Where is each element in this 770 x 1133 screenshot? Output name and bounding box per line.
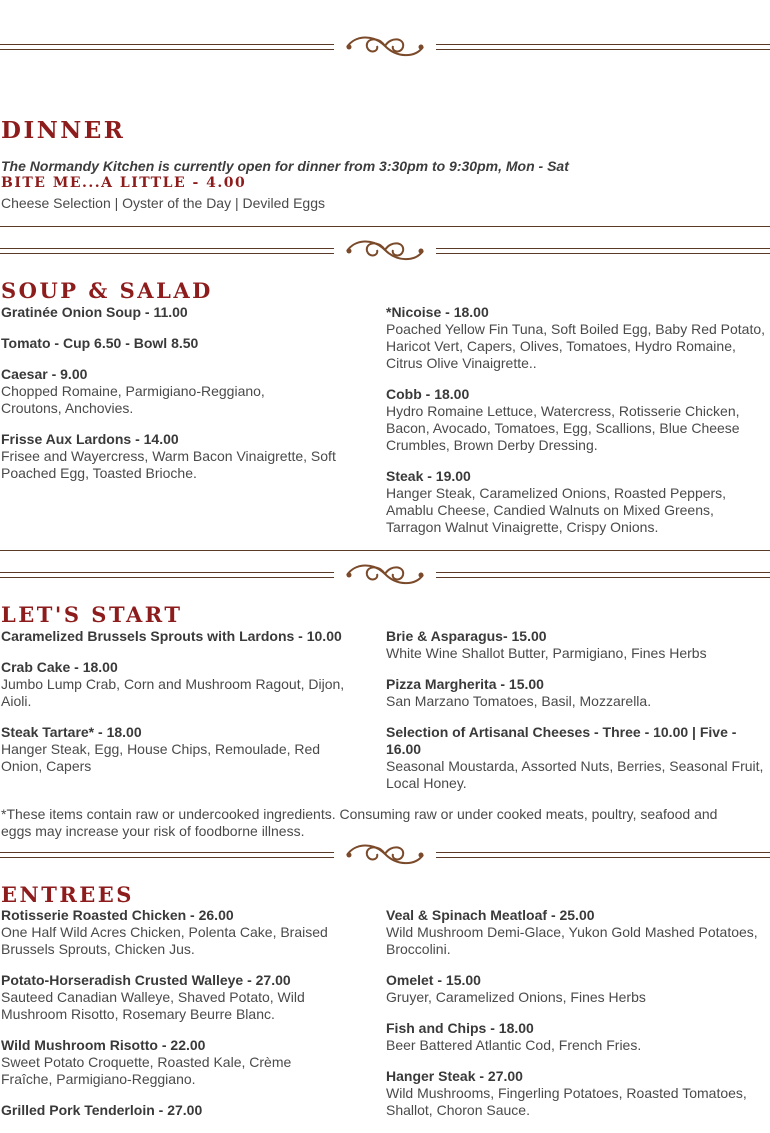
menu-item [386, 724, 769, 792]
dinner-heading: DINNER [1, 117, 126, 144]
menu-item-description: Hanger Steak, Egg, House Chips, Remoulade, Red Onion, Capers [1, 741, 321, 774]
menu-item-name: Potato-Horseradish Crusted Walleye - 27.00 [1, 972, 291, 988]
menu-item [386, 304, 769, 372]
menu-item-description: White Wine Shallot Butter, Parmigiano, Fines Herbs [386, 645, 707, 661]
menu-item [1, 907, 356, 958]
horizontal-rule [0, 226, 770, 227]
menu-item [1, 628, 356, 645]
menu-item-description: Seasonal Moustarda, Assorted Nuts, Berries, Seasonal Fruit, Local Honey. [386, 758, 764, 791]
menu-item-name: Grilled Pork Tenderloin - 27.00 [1, 1102, 203, 1118]
flourish-ornament-icon [343, 30, 427, 64]
menu-item [1, 431, 356, 482]
menu-item-description: Wild Mushroom Demi-Glace, Yukon Gold Mashed Potatoes, Broccolini. [386, 924, 758, 957]
entrees-heading: ENTREES [1, 882, 134, 907]
menu-item-name: Steak Tartare* - 18.00 [1, 724, 142, 740]
menu-item [386, 628, 769, 662]
section-divider [0, 30, 770, 66]
entrees-right-column [386, 907, 769, 1133]
menu-item-description: Sauteed Canadian Walleye, Shaved Potato, Wild Mushroom Risotto, Rosemary Beurre Blanc. [1, 989, 305, 1022]
menu-item-name: Gratinée Onion Soup - 11.00 [1, 304, 188, 320]
soup-salad-heading: SOUP & SALAD [1, 278, 213, 303]
menu-item [1, 972, 356, 1023]
horizontal-rule [0, 550, 770, 551]
menu-item-name: Hanger Steak - 27.00 [386, 1068, 523, 1084]
menu-item-name: Pizza Margherita - 15.00 [386, 676, 544, 692]
menu-item [386, 972, 769, 1006]
menu-item-description: Chopped Romaine, Parmigiano-Reggiano, Croutons, Anchovies. [1, 383, 265, 416]
menu-item-description: Frisee and Wayercress, Warm Bacon Vinaigrette, Soft Poached Egg, Toasted Brioche. [1, 448, 336, 481]
menu-item [1, 659, 356, 710]
lets-start-left-column [1, 628, 356, 789]
menu-item [386, 907, 769, 958]
flourish-ornament-icon [343, 838, 427, 872]
menu-item-name: Caramelized Brussels Sprouts with Lardons - 10.00 [1, 628, 342, 644]
menu-item-description: Gruyer, Caramelized Onions, Fines Herbs [386, 989, 646, 1005]
menu-item-name: Caesar - 9.00 [1, 366, 88, 382]
menu-item-description: Poached Yellow Fin Tuna, Soft Boiled Egg, Baby Red Potato, Haricot Vert, Capers, Olives, Tomatoes, Hydro Romaine, Citrus Olive Vinaigrette.. [386, 321, 766, 371]
menu-item-name: Steak - 19.00 [386, 468, 471, 484]
soup-salad-right-column [386, 304, 769, 550]
menu-item [386, 1068, 769, 1119]
lets-start-right-column [386, 628, 769, 806]
menu-item [1, 1037, 356, 1088]
menu-item-description: Jumbo Lump Crab, Corn and Mushroom Ragout, Dijon, Aioli. [1, 676, 345, 709]
menu-item-name: Omelet - 15.00 [386, 972, 481, 988]
menu-item-description: Wild Mushrooms, Fingerling Potatoes, Roasted Tomatoes, Shallot, Choron Sauce. [386, 1085, 747, 1118]
section-divider [0, 558, 770, 594]
menu-item-name: Tomato - Cup 6.50 - Bowl 8.50 [1, 335, 199, 351]
lets-start-heading: LET'S START [1, 602, 183, 627]
menu-item [386, 676, 769, 710]
menu-item-name: Frisse Aux Lardons - 14.00 [1, 431, 179, 447]
section-divider [0, 234, 770, 270]
menu-item [386, 386, 769, 454]
menu-item-name: Wild Mushroom Risotto - 22.00 [1, 1037, 206, 1053]
menu-item-name: Selection of Artisanal Cheeses - Three - 10.00 | Five - 16.00 [386, 724, 737, 757]
menu-item-name: Cobb - 18.00 [386, 386, 470, 402]
menu-item-name: Veal & Spinach Meatloaf - 25.00 [386, 907, 595, 923]
menu-item-name: *Nicoise - 18.00 [386, 304, 489, 320]
menu-item-name: Crab Cake - 18.00 [1, 659, 118, 675]
menu-item-name: Brie & Asparagus- 15.00 [386, 628, 547, 644]
menu-item-description: Sweet Potato Croquette, Roasted Kale, Crème Fraîche, Parmigiano-Reggiano. [1, 1054, 292, 1087]
flourish-ornament-icon [343, 234, 427, 268]
menu-item-name: Rotisserie Roasted Chicken - 26.00 [1, 907, 234, 923]
menu-item-description: Beer Battered Atlantic Cod, French Fries. [386, 1037, 642, 1053]
menu-item [1, 1102, 356, 1119]
menu-item-description: Hydro Romaine Lettuce, Watercress, Rotisserie Chicken, Bacon, Avocado, Tomatoes, Egg, Scallions, Blue Cheese Crumbles, Brown Derby Dressing. [386, 403, 740, 453]
entrees-left-column [1, 907, 356, 1133]
bite-me-heading: BITE ME...A LITTLE - 4.00 [1, 175, 247, 191]
menu-item-description: San Marzano Tomatoes, Basil, Mozzarella. [386, 693, 652, 709]
menu-item [386, 468, 769, 536]
menu-item-description: Hanger Steak, Caramelized Onions, Roasted Peppers, Amablu Cheese, Candied Walnuts on Mixed Greens, Tarragon Walnut Vinaigrette, Crispy Onions. [386, 485, 727, 535]
raw-food-disclaimer: *These items contain raw or undercooked ingredients. Consuming raw or under cooked meats, poultry, seafood and eggs may increase your risk of foodborne illness. [1, 806, 718, 839]
section-divider [0, 838, 770, 874]
menu-item [1, 724, 356, 775]
menu-item-name: Fish and Chips - 18.00 [386, 1020, 534, 1036]
menu-item [1, 366, 356, 417]
menu-item [386, 1020, 769, 1054]
bite-me-items: Cheese Selection | Oyster of the Day | Deviled Eggs [1, 195, 325, 211]
dinner-hours-text: The Normandy Kitchen is currently open for dinner from 3:30pm to 9:30pm, Mon - Sat [1, 158, 569, 174]
flourish-ornament-icon [343, 558, 427, 592]
menu-item [1, 304, 356, 321]
menu-item-description: One Half Wild Acres Chicken, Polenta Cake, Braised Brussels Sprouts, Chicken Jus. [1, 924, 328, 957]
menu-item [1, 335, 356, 352]
soup-salad-left-column [1, 304, 356, 496]
